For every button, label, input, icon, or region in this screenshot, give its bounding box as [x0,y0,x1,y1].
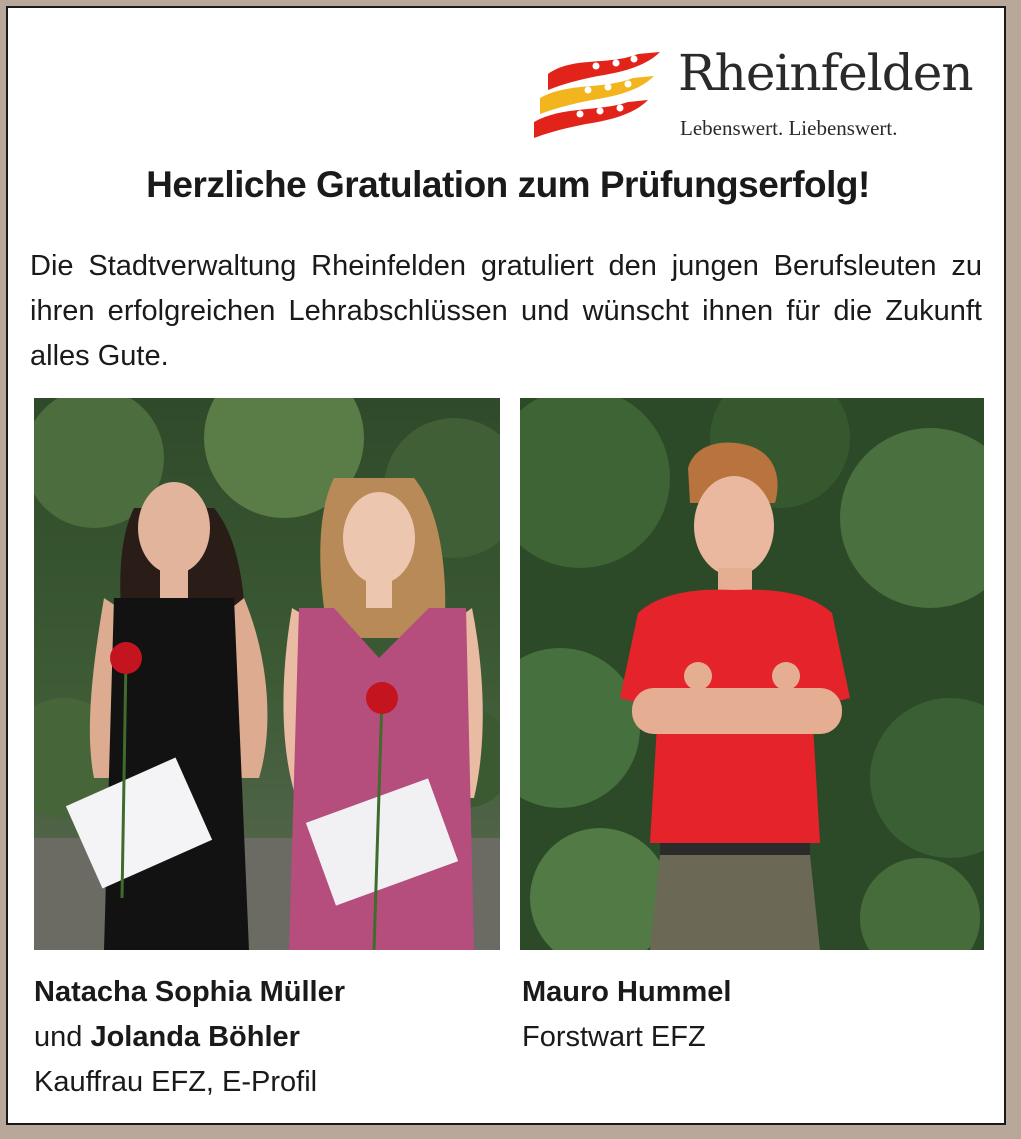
brand-tagline: Lebenswert. Liebenswert. [680,116,898,140]
brand-name: Rheinfelden [678,44,973,102]
caption-line-2 [34,1015,345,1060]
caption-left [34,970,345,1105]
graduate-name-3: Mauro Hummel [522,976,732,1008]
graduate-role-right: Forstwart EFZ [522,1021,706,1053]
caption-connector: und [34,1021,83,1053]
announcement-card [6,6,1006,1125]
headline: Herzliche Gratulation zum Prüfungserfolg! [146,164,870,205]
photo-graduate-forstwart [520,398,984,950]
caption-right [522,970,731,1060]
graduate-name-2: Jolanda Böhler [90,1021,300,1053]
graduate-name-1: Natacha Sophia Müller [34,976,346,1008]
graduate-role-left: Kauffrau EFZ, E-Profil [34,1066,318,1098]
city-flag-icon [528,46,668,146]
rheinfelden-logo [528,46,998,146]
photo-two-graduates [34,398,500,950]
intro-paragraph: Die Stadtverwaltung Rheinfelden gratuliert den jungen Berufsleuten zu ihren erfolgreichen Lehrabschlüssen und wünscht ihnen für die Zukunft alles Gute. [30,250,982,372]
